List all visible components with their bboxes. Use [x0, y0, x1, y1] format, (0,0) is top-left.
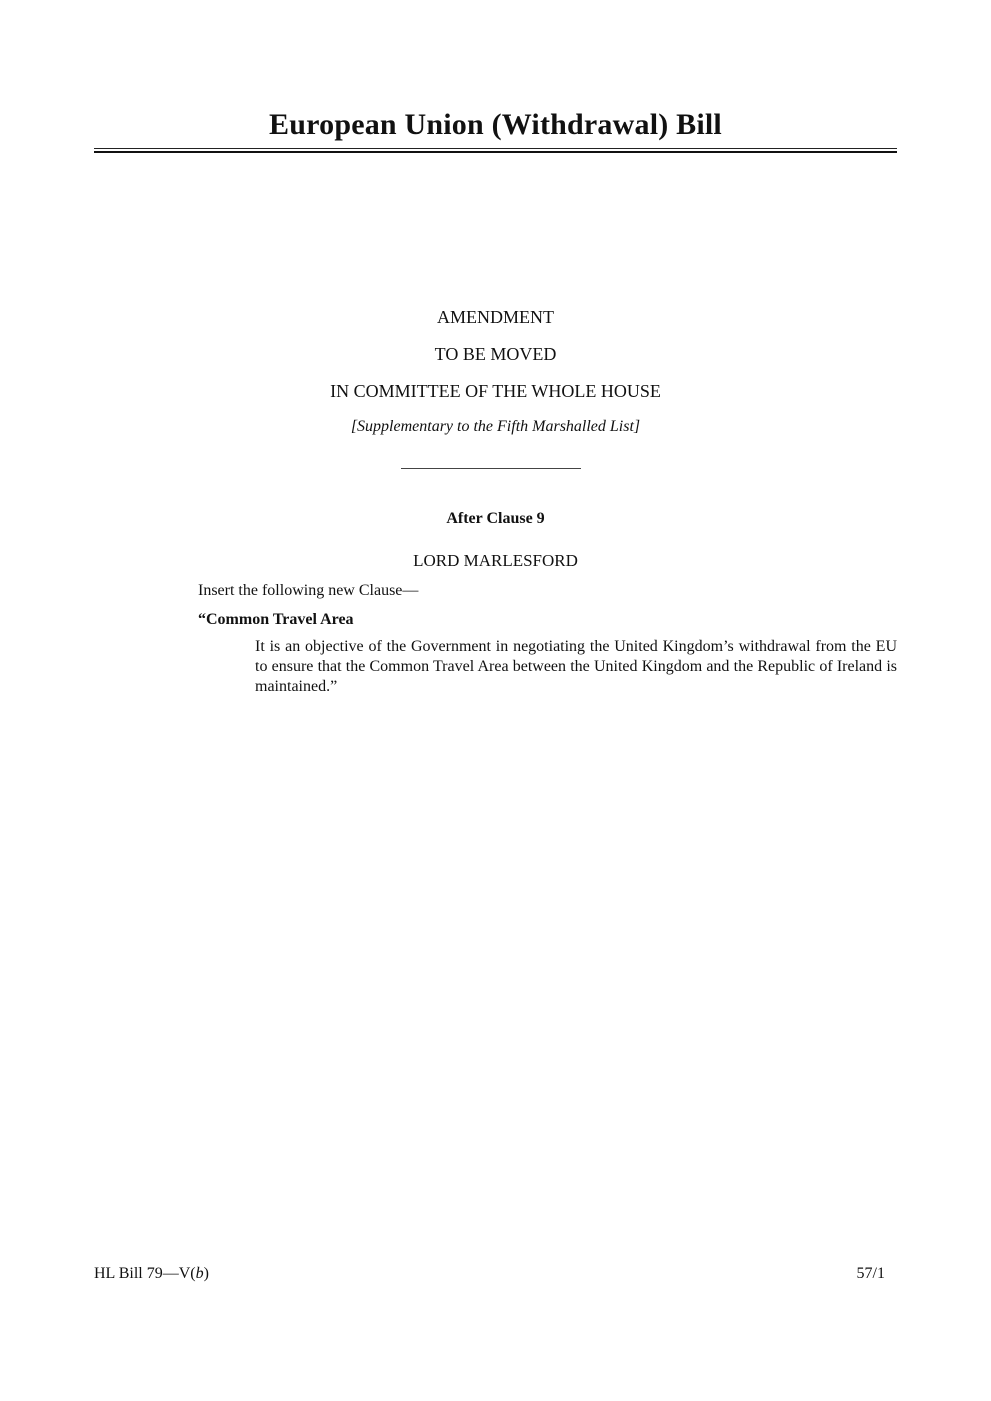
bill-ref-prefix: HL Bill 79—V( [94, 1265, 196, 1282]
title-rule-thick [94, 151, 897, 153]
heading-to-be-moved: TO BE MOVED [434, 344, 557, 364]
document-title: European Union (Withdrawal) Bill [269, 108, 722, 141]
subtitle: [Supplementary to the Fifth Marshalled List] [350, 418, 641, 435]
footer-page-reference: 57/1 [856, 1265, 885, 1282]
mover-name: LORD MARLESFORD [413, 551, 578, 570]
clause-text: It is an objective of the Government in negotiating the United Kingdom’s withdrawal from the EU to ensure that the Common Travel Area between the United Kingdom and the Republic of Ireland is maintained.” [255, 638, 897, 695]
clause-title: “Common Travel Area [198, 611, 354, 628]
heading-committee: IN COMMITTEE OF THE WHOLE HOUSE [330, 381, 661, 401]
title-rule-thin [94, 148, 897, 149]
bill-ref-suffix: ) [203, 1265, 209, 1282]
instruction-text: Insert the following new Clause— [198, 582, 419, 599]
heading-amendment: AMENDMENT [437, 307, 554, 327]
bill-ref-italic: b [195, 1265, 204, 1282]
section-heading: After Clause 9 [446, 510, 545, 527]
separator-rule [401, 468, 581, 469]
footer-bill-reference [94, 1265, 209, 1283]
